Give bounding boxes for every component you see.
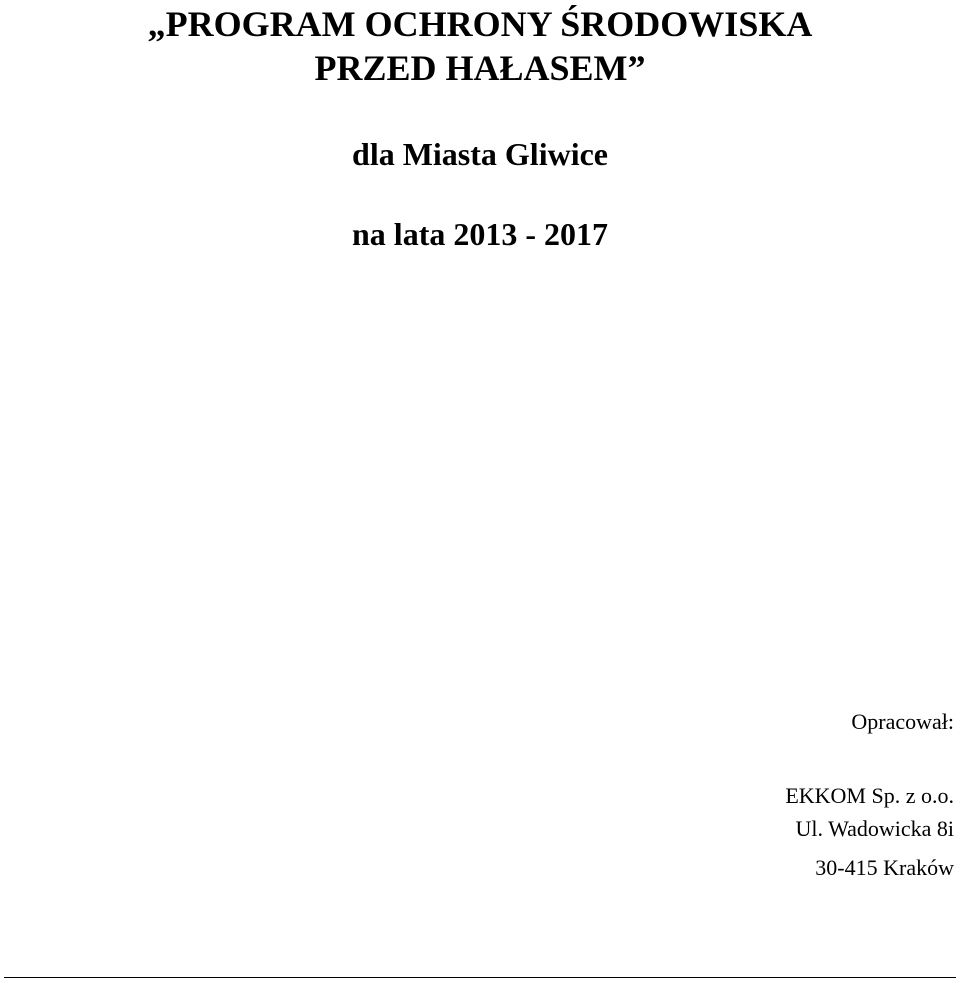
subtitle-city: dla Miasta Gliwice — [352, 136, 608, 172]
prepared-by-label: Opracował: — [851, 709, 954, 734]
subtitle-years: na lata 2013 - 2017 — [352, 216, 608, 252]
title-line-2: PRZED HAŁASEM” — [314, 48, 646, 88]
company-postal-city: 30-415 Kraków — [815, 855, 954, 880]
bottom-divider — [4, 977, 956, 978]
title-line-1: „PROGRAM OCHRONY ŚRODOWISKA — [147, 4, 813, 44]
company-street: Ul. Wadowicka 8i — [795, 816, 954, 841]
document-title — [0, 2, 960, 90]
company-name: EKKOM Sp. z o.o. — [785, 783, 954, 808]
